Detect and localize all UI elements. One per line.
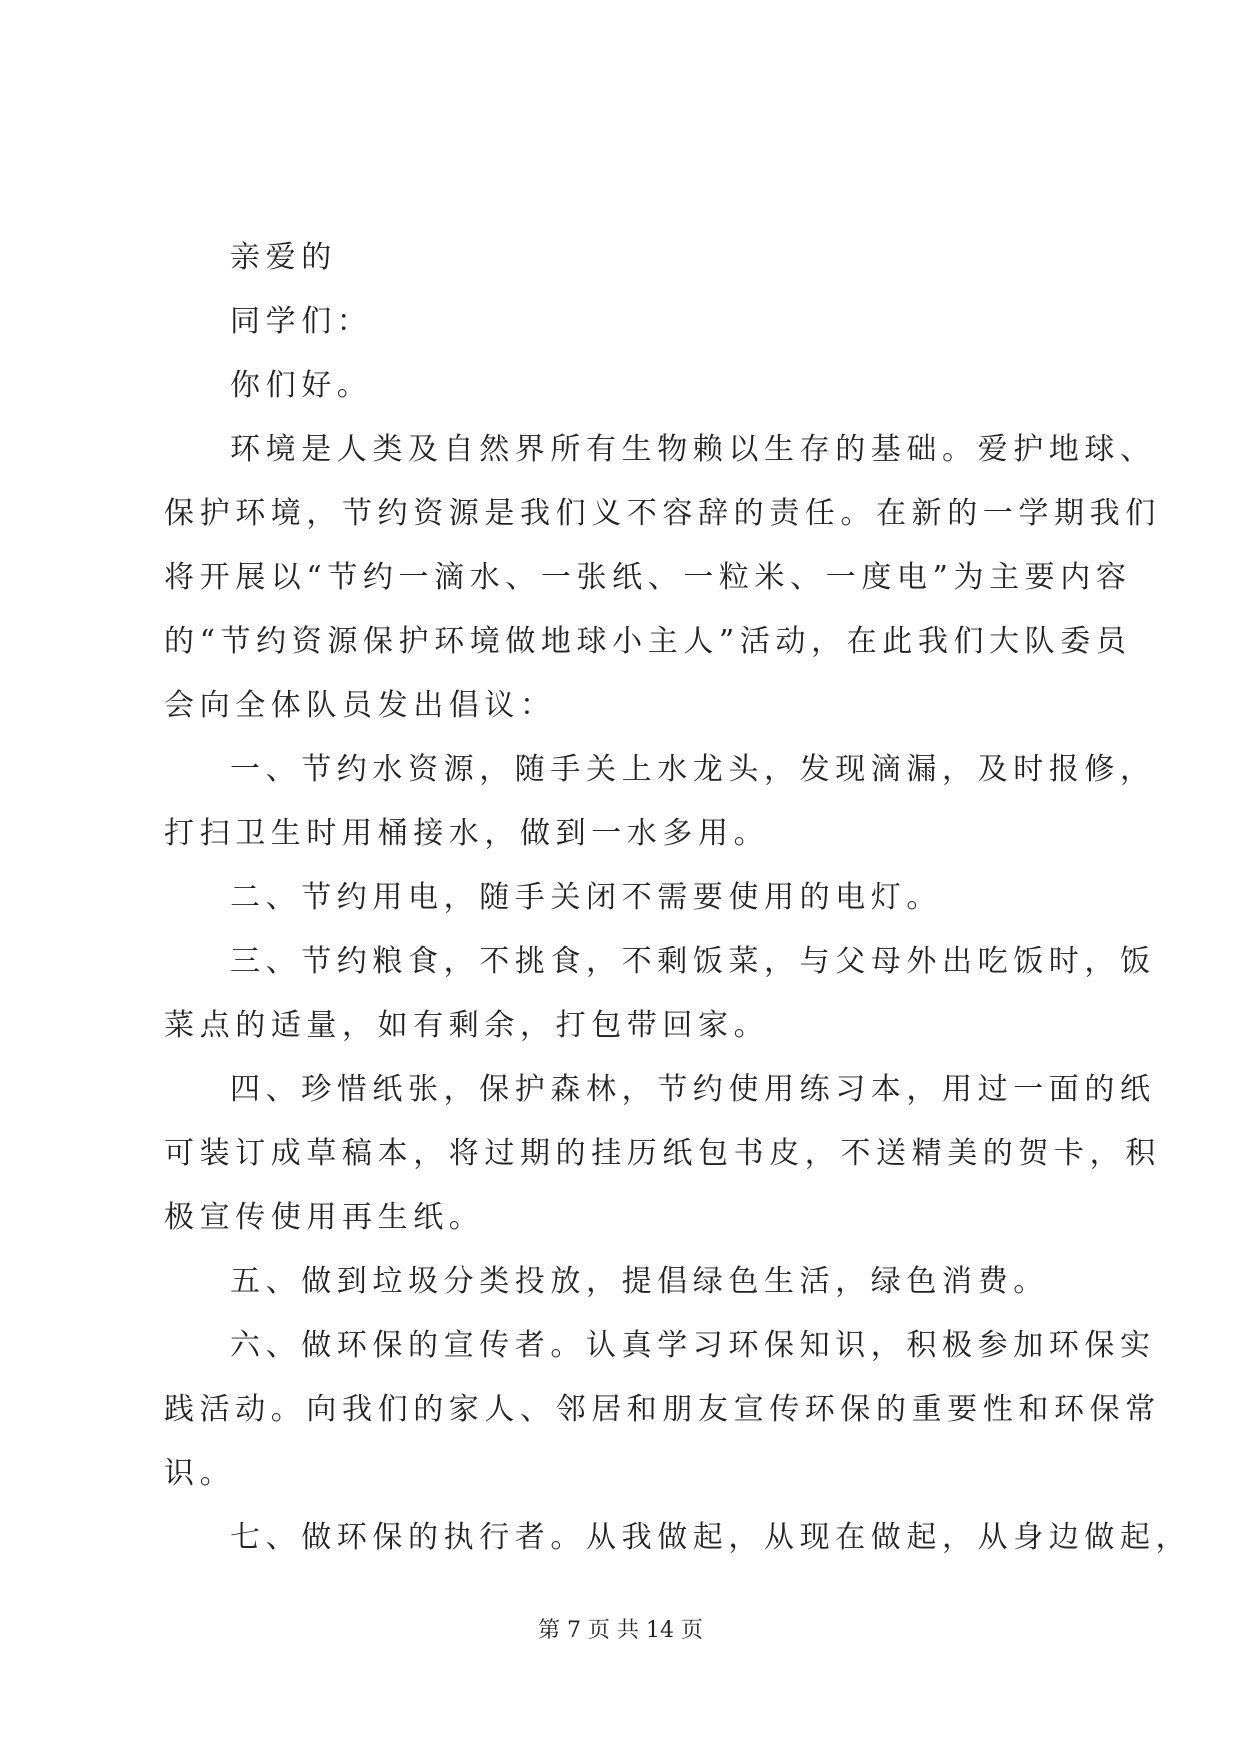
item-1-line-1: 一、节约水资源，随手关上水龙头，发现滴漏，及时报修， — [230, 752, 1156, 787]
salutation-line-2: 同学们： — [230, 304, 373, 339]
item-2-line-1: 二、节约用电，随手关闭不需要使用的电灯。 — [230, 880, 942, 915]
paragraph-intro-line-3: 将开展以“节约一滴水、一张纸、一粒米、一度电”为主要内容 — [164, 560, 1132, 595]
item-6-line-1: 六、做环保的宣传者。认真学习环保知识，积极参加环保实 — [230, 1328, 1156, 1363]
item-7-line-1: 七、做环保的执行者。从我做起，从现在做起，从身边做起， — [230, 1520, 1192, 1555]
item-6-line-3: 识。 — [164, 1456, 236, 1491]
item-4-line-3: 极宣传使用再生纸。 — [164, 1200, 485, 1235]
item-3-line-2: 菜点的适量，如有剩余，打包带回家。 — [164, 1008, 770, 1043]
page-number-footer: 第 7 页 共 14 页 — [538, 1618, 703, 1643]
item-3-line-1: 三、节约粮食，不挑食，不剩饭菜，与父母外出吃饭时，饭 — [230, 944, 1156, 979]
item-4-line-1: 四、珍惜纸张，保护森林，节约使用练习本，用过一面的纸 — [230, 1072, 1156, 1107]
salutation-line-1: 亲爱的 — [230, 240, 337, 275]
paragraph-intro-line-2: 保护环境，节约资源是我们义不容辞的责任。在新的一学期我们 — [164, 496, 1161, 531]
greeting-line: 你们好。 — [230, 368, 373, 403]
paragraph-intro-line-1: 环境是人类及自然界所有生物赖以生存的基础。爱护地球、 — [230, 432, 1156, 467]
paragraph-intro-line-5: 会向全体队员发出倡议： — [164, 688, 556, 723]
paragraph-intro-line-4: 的“节约资源保护环境做地球小主人”活动，在此我们大队委员 — [164, 624, 1132, 659]
item-6-line-2: 践活动。向我们的家人、邻居和朋友宣传环保的重要性和环保常 — [164, 1392, 1161, 1427]
item-4-line-2: 可装订成草稿本，将过期的挂历纸包书皮，不送精美的贺卡，积 — [164, 1136, 1161, 1171]
item-5-line-1: 五、做到垃圾分类投放，提倡绿色生活，绿色消费。 — [230, 1264, 1049, 1299]
item-1-line-2: 打扫卫生时用桶接水，做到一水多用。 — [164, 816, 770, 851]
document-body — [164, 226, 1192, 1570]
